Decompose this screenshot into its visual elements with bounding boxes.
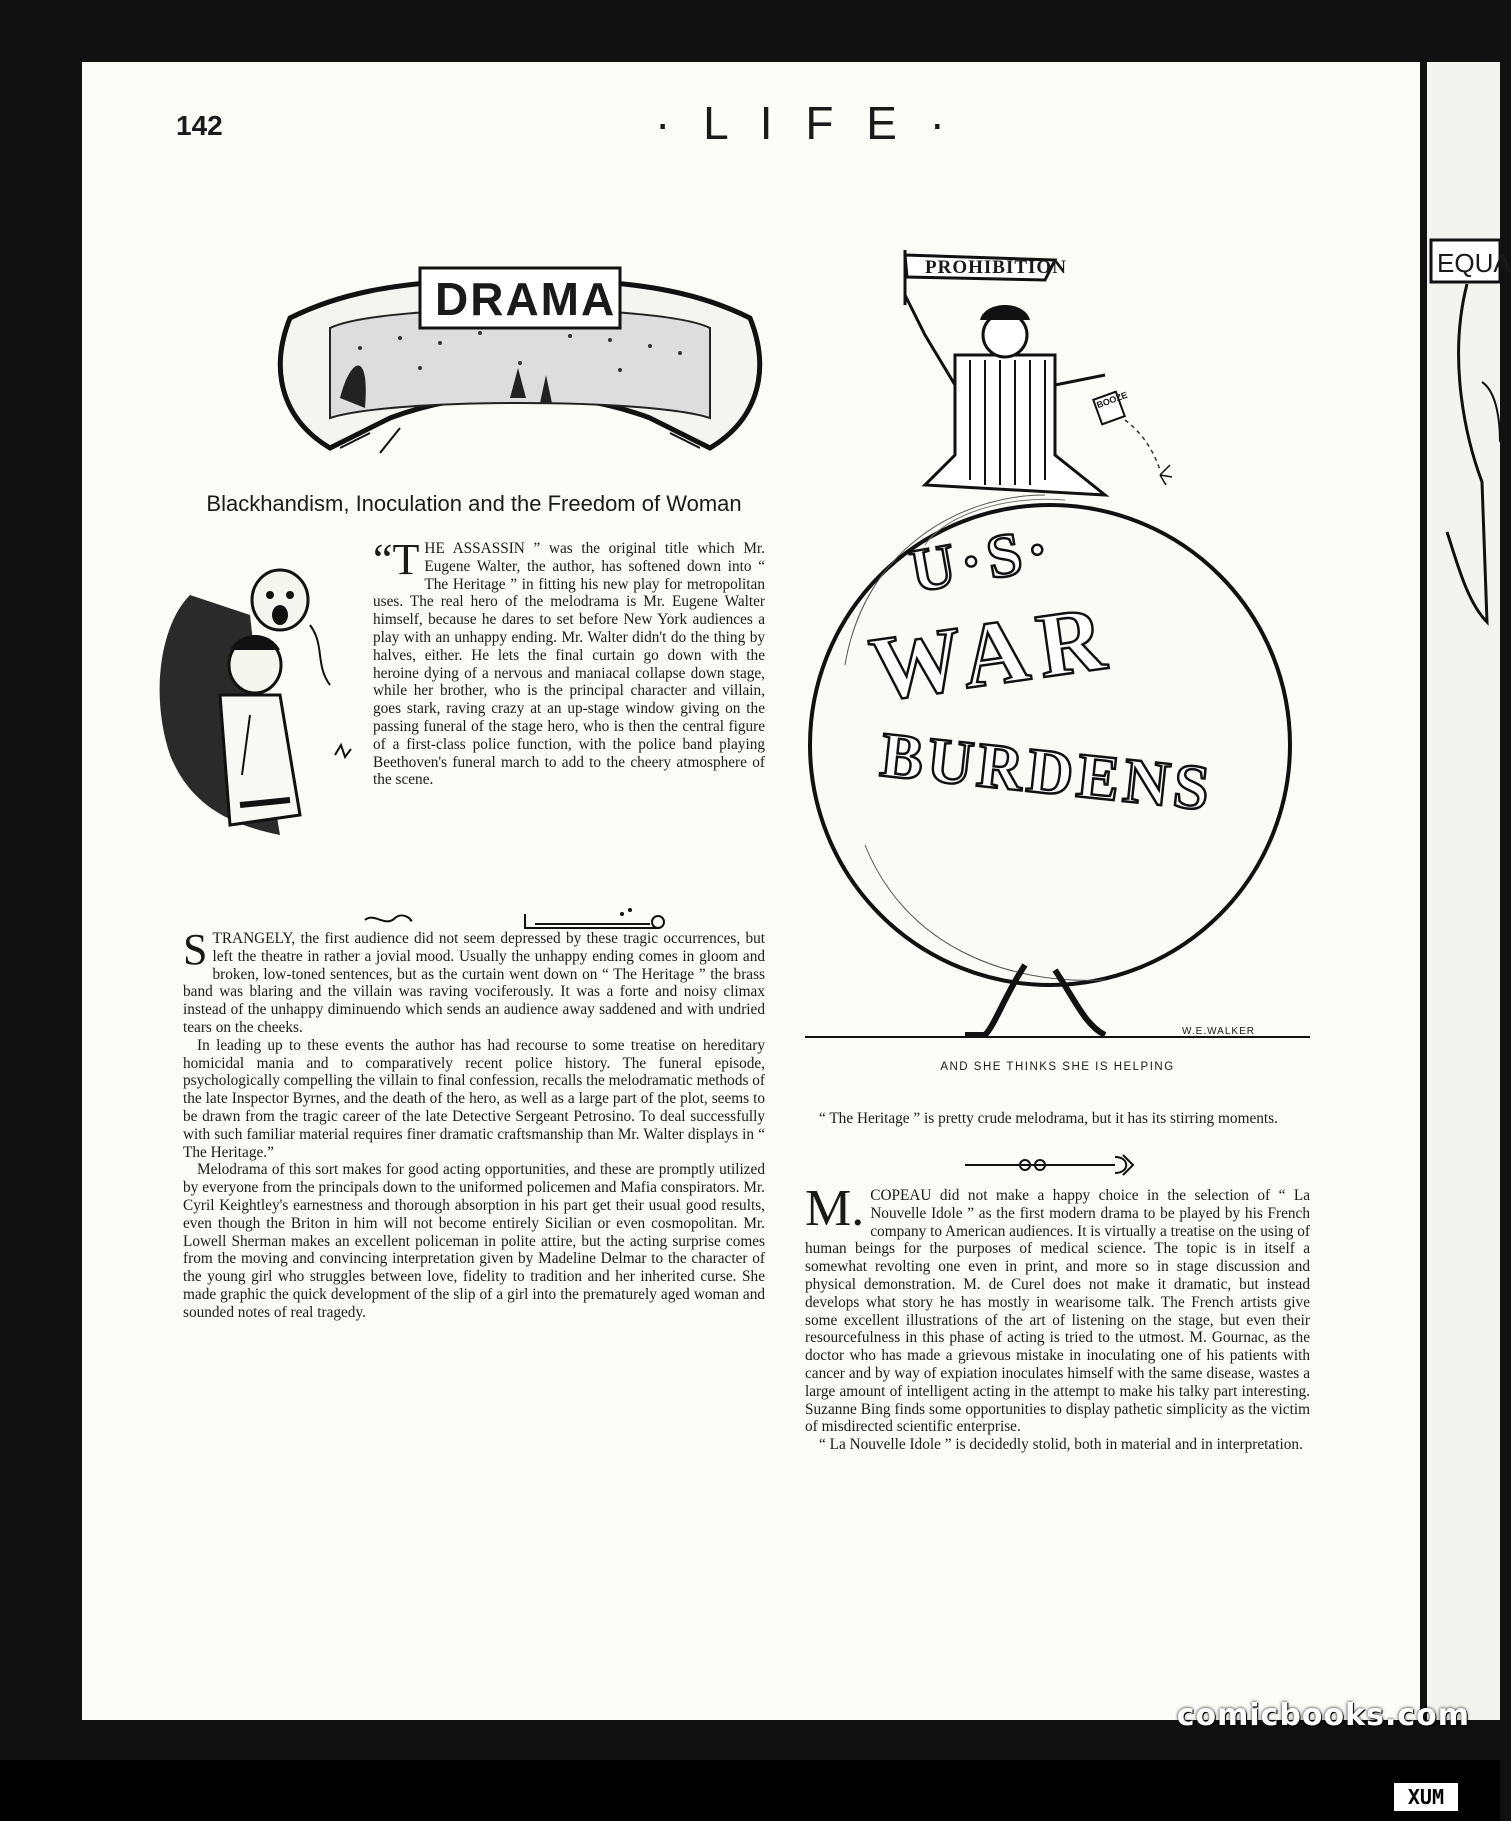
copeau-dropcap: M. [805, 1180, 865, 1237]
masthead: · L I F E · [655, 97, 955, 149]
article-left-column [183, 925, 765, 1322]
paragraph-strangely: TRANGELY, the first audience did not seem depressed by these tragic occurrences, but left the theatre in rather a jovial mood. Usually the unhappy ending comes in gloom and broken, low-toned sentences, but as the curtain went down on “ The Heritage ” the brass band was blaring and the villain was raving vociferously. It was a forte and noisy climax instead of the unhappy diminuendo which sends an audience away saddened and with undried tears on the cheeks. [183, 930, 765, 1036]
article-heading: Blackhandism, Inoculation and the Freedom of Woman [206, 491, 742, 516]
prohibition-banner-text: PROHIBITION [925, 257, 1067, 278]
scan-border-bottom [0, 1760, 1500, 1821]
paragraph-leading-up: In leading up to these events the author has had recourse to some treatise on hereditary homicidal mania and to comparatively recent police history. The funeral episode, psychologically compelling the villain to final confession, recalls the melodramatic methods of the late Inspector Byrnes, and the death of the hero, as well as a large part of the plot, seems to be drawn from the tragic career of the late Detective Sergeant Petrosino. To deal successfully with such familiar material requires finer dramatic craftsmanship than Mr. Walter displays in “ The Heritage.” [183, 1036, 765, 1161]
paragraph-melodrama: Melodrama of this sort makes for good acting opportunities, and these are promptly utilized by everyone from the principals down to the uniformed policemen and Mafia conspirators. Mr. Cyril Keightley's earnestness and thorough absorption in his part get their usual good results, even though the Briton in him will not become entirely Sicilian or even cosmopolitan. Mr. Lowell Sherman makes an excellent policeman in polite attire, but the acting surprise comes from the moving and convincing interpretation given by Madeline Delmar to the character of the young girl who struggles between love, fidelity to tradition and her inherited curse. She made graphic the quick development of the slip of a girl into the prematurely aged woman and sounded notes of real tragedy. [183, 1161, 765, 1321]
site-label: XUM [1394, 1783, 1458, 1811]
next-page-edge [1427, 62, 1511, 1720]
intro-dropcap: “T [373, 535, 420, 584]
article-intro-block [183, 535, 765, 860]
booze-can-label: BOOZE [1095, 389, 1129, 411]
paragraph-copeau: COPEAU did not make a happy choice in the selection of “ La Nouvelle Idole ” as the first modern drama to be played by his French company to American audiences. It is virtually a treatise on the using of human beings for the purposes of medical science. The topic is in itself a somewhat revolting one even in print, and more so in stage discussion and physical demonstration. M. de Curel does not make it dramatic, but instead develops what story he has mostly in wearisome talk. The French artists give some excellent illustrations of the art of listening on the stage, but even their resourcefulness in this phase of acting is tried to the utmost. M. Gournac, as the doctor who has made a grievous mistake in inoculating one of his patients with cancer and by way of expiation inoculates himself with the same disease, wastes a large amount of intelligent acting in the attempt to make his talky part interesting. Suzanne Bing finds some opportunities to display pathetic simplicity as the victim of misdirected scientific enterprise. [805, 1187, 1310, 1436]
paragraph-heritage-note: “ The Heritage ” is pretty crude melodrama, but it has its stirring moments. [819, 1110, 1278, 1127]
illustration-spacer [183, 540, 373, 860]
drama-banner-title: DRAMA [435, 273, 617, 325]
paragraph-closing: “ La Nouvelle Idole ” is decidedly stolid, both in material and in interpretation. [819, 1436, 1303, 1454]
globe-text-war: WAR [864, 585, 1121, 721]
intro-paragraph: HE ASSASSIN ” was the original title which Mr. Eugene Walter, the author, has softened down into “ The Heritage ” in fitting his new play for metropolitan uses. The real hero of the melodrama is Mr. Eugene Walter himself, because he dares to set before New York audiences a play with an unhappy ending. Mr. Walter didn't do the thing by halves, either. He lets the final curtain go down with the heroine dying of a nervous and maniacal collapse down stage, while her brother, who is the principal character and villain, goes stark, raving crazy at an up-stage window giving on the passing funeral of the stage hero, who is then the central figure of a first-class police function, with the police band playing Beethoven's funeral march to add to the cheery atmosphere of the scene. [373, 540, 765, 789]
artist-signature: W.E.WALKER [1182, 1026, 1255, 1037]
cartoon-caption: AND SHE THINKS SHE IS HELPING [940, 1061, 1175, 1073]
section-divider-ornament [965, 1153, 1145, 1177]
watermark: comicbooks.com [1176, 1698, 1470, 1733]
next-page-banner-text: EQUA [1437, 248, 1511, 278]
para2-dropcap: S [183, 925, 208, 974]
globe-text-us: U·S· [905, 513, 1060, 607]
page-number: 142 [176, 110, 223, 141]
article-right-column [805, 1180, 1310, 1454]
globe-text-burdens: BURDENS [877, 718, 1217, 825]
next-page-cartoon-fragment [1427, 62, 1500, 1720]
